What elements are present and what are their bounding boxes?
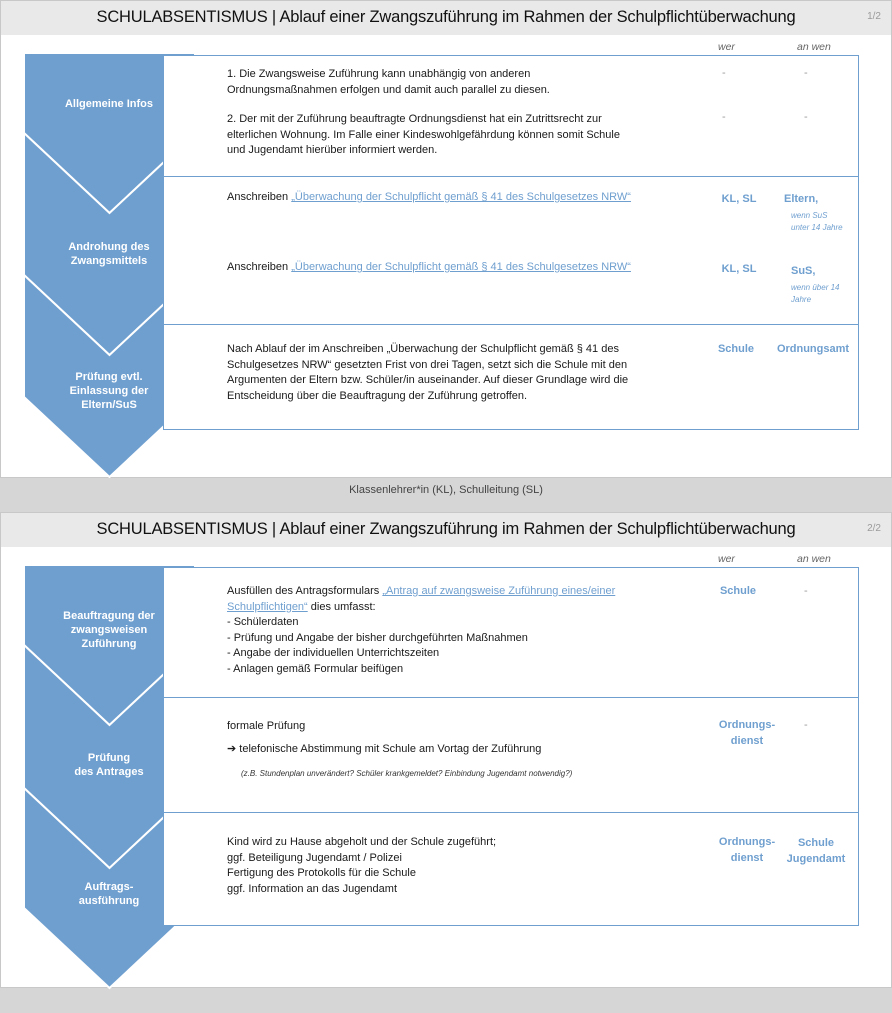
letter1-an-wen: Eltern, [784,193,819,205]
an-wen-dash-1: - [804,67,808,79]
wer-dash-2: - [722,111,726,123]
formal-check: formale Prüfung [227,720,306,732]
form-item: - Schülerdaten [227,616,299,628]
check-an-wen-dash: - [804,719,808,731]
step-label-beauftragung: Beauftragung der zwangsweisen Zuführung [63,610,155,650]
letter-link-parents[interactable]: „Überwachung der Schulpflicht gemäß § 41 des Schulgesetzes NRW“ [291,191,631,203]
footer-abbreviations: Klassenlehrer*in (KL), Schulleitung (SL) [349,484,543,496]
form-an-wen-dash: - [804,585,808,597]
letter2-note: wenn über 14 Jahre [791,283,840,304]
letter-to-students: Anschreiben „Überwachung der Schulpflicht gemäß § 41 des Schulgesetzes NRW“ [227,261,631,273]
check-wer: Schule [717,343,755,355]
letter1-wer: KL, SL [721,193,757,205]
page-title: SCHULABSENTISMUS | Ablauf einer Zwangszuführung im Rahmen der Schulpflichtüberwachung [96,520,796,538]
page-number: 2/2 [867,523,881,534]
step-label-androhung: Androhung des Zwangsmittels [68,241,150,267]
check-description: Nach Ablauf der im Anschreiben „Überwachung der Schulpflicht gemäß § 41 des Schulgesetzes NRW“ gesetzten Frist von drei Tagen, setzt sich die Schule mit den Argumenten der Eltern bzw. Schüler/in auseinander. Auf dieser Grundlage wird die Entscheidung über die Beauftragung der Zuführung getroffen. [227,343,629,402]
execution-description: Kind wird zu Hause abgeholt und der Schule zugeführt; ggf. Beteiligung Jugendamt / Polizei Fertigung des Protokolls für die Schule ggf. Information an das Jugendamt [227,836,497,895]
step-label-pruefung-antrag: Prüfung des Antrages [74,752,144,778]
column-header-wer: wer [718,41,735,53]
letter-link-students[interactable]: „Überwachung der Schulpflicht gemäß § 41 des Schulgesetzes NRW“ [291,261,631,273]
arrow-right-icon: ➔ [227,743,237,755]
form-item: - Anlagen gemäß Formular beifügen [227,662,404,675]
form-description: Ausfüllen des Antragsformulars „Antrag auf zwangsweise Zuführung eines/einer Schulpflichtigen“ dies umfasst: - Schülerdaten - Prüfung und Angabe der bisher durchgeführten Maßnahmen - Angabe der individuellen Unterrichtszeiten - Anlagen gemäß Formular beifügen [227,584,697,677]
an-wen-dash-2: - [804,111,808,123]
execution-wer: Ordnungs- dienst [718,836,776,864]
page-header [1,513,891,547]
wer-dash-1: - [722,67,726,79]
phone-note: (z.B. Stundenplan unverändert? Schüler krankgemeldet? Einbindung Jugendamt notwendig?) [241,769,573,778]
column-header-wer: wer [718,553,735,565]
execution-an-wen: Schule Jugendamt [786,837,846,865]
letter2-an-wen: SuS, [791,265,816,277]
form-link[interactable]: „Antrag auf zwangsweise Zuführung eines/einer [382,585,616,597]
step-label-auftragsausfuehrung: Auftrags- ausführung [78,881,140,907]
form-wer: Schule [719,585,757,597]
slide-page-2 [0,512,892,988]
page-number: 1/2 [867,11,881,22]
page-header [1,1,891,35]
form-item: - Angabe der individuellen Unterrichtszeiten [227,647,440,659]
slide-page-1 [0,0,892,478]
check-wer: Ordnungs- dienst [718,719,776,747]
letter-to-parents: Anschreiben „Überwachung der Schulpflicht gemäß § 41 des Schulgesetzes NRW“ [227,191,631,203]
form-item: - Prüfung und Angabe der bisher durchgeführten Maßnahmen [227,631,528,644]
phone-coordination: ➔ telefonische Abstimmung mit Schule am Vortag der Zuführung [227,743,542,755]
column-header-an-wen: an wen [797,41,831,53]
step-label-pruefung-einlassung: Prüfung evtl. Einlassung der Eltern/SuS [69,371,149,411]
check-an-wen: Ordnungsamt [776,343,850,355]
letter1-note: wenn SuS unter 14 Jahre [791,211,843,232]
step-label-allgemeine-infos: Allgemeine Infos [64,98,154,110]
info-point-1: 1. Die Zwangsweise Zuführung kann unabhängig von anderen Ordnungsmaßnahmen erfolgen und damit auch parallel zu diesen. [227,68,550,96]
column-header-an-wen: an wen [797,553,831,565]
letter2-wer: KL, SL [721,263,757,275]
page-title: SCHULABSENTISMUS | Ablauf einer Zwangszuführung im Rahmen der Schulpflichtüberwachung [96,8,796,26]
info-point-2: 2. Der mit der Zuführung beauftragte Ordnungsdienst hat ein Zutrittsrecht zur elterlichen Wohnung. Im Falle einer Kindeswohlgefährdung können somit Schule und Jugendamt hierüber informiert werden. [227,113,620,156]
form-link-cont[interactable]: Schulpflichtigen“ [227,600,308,613]
